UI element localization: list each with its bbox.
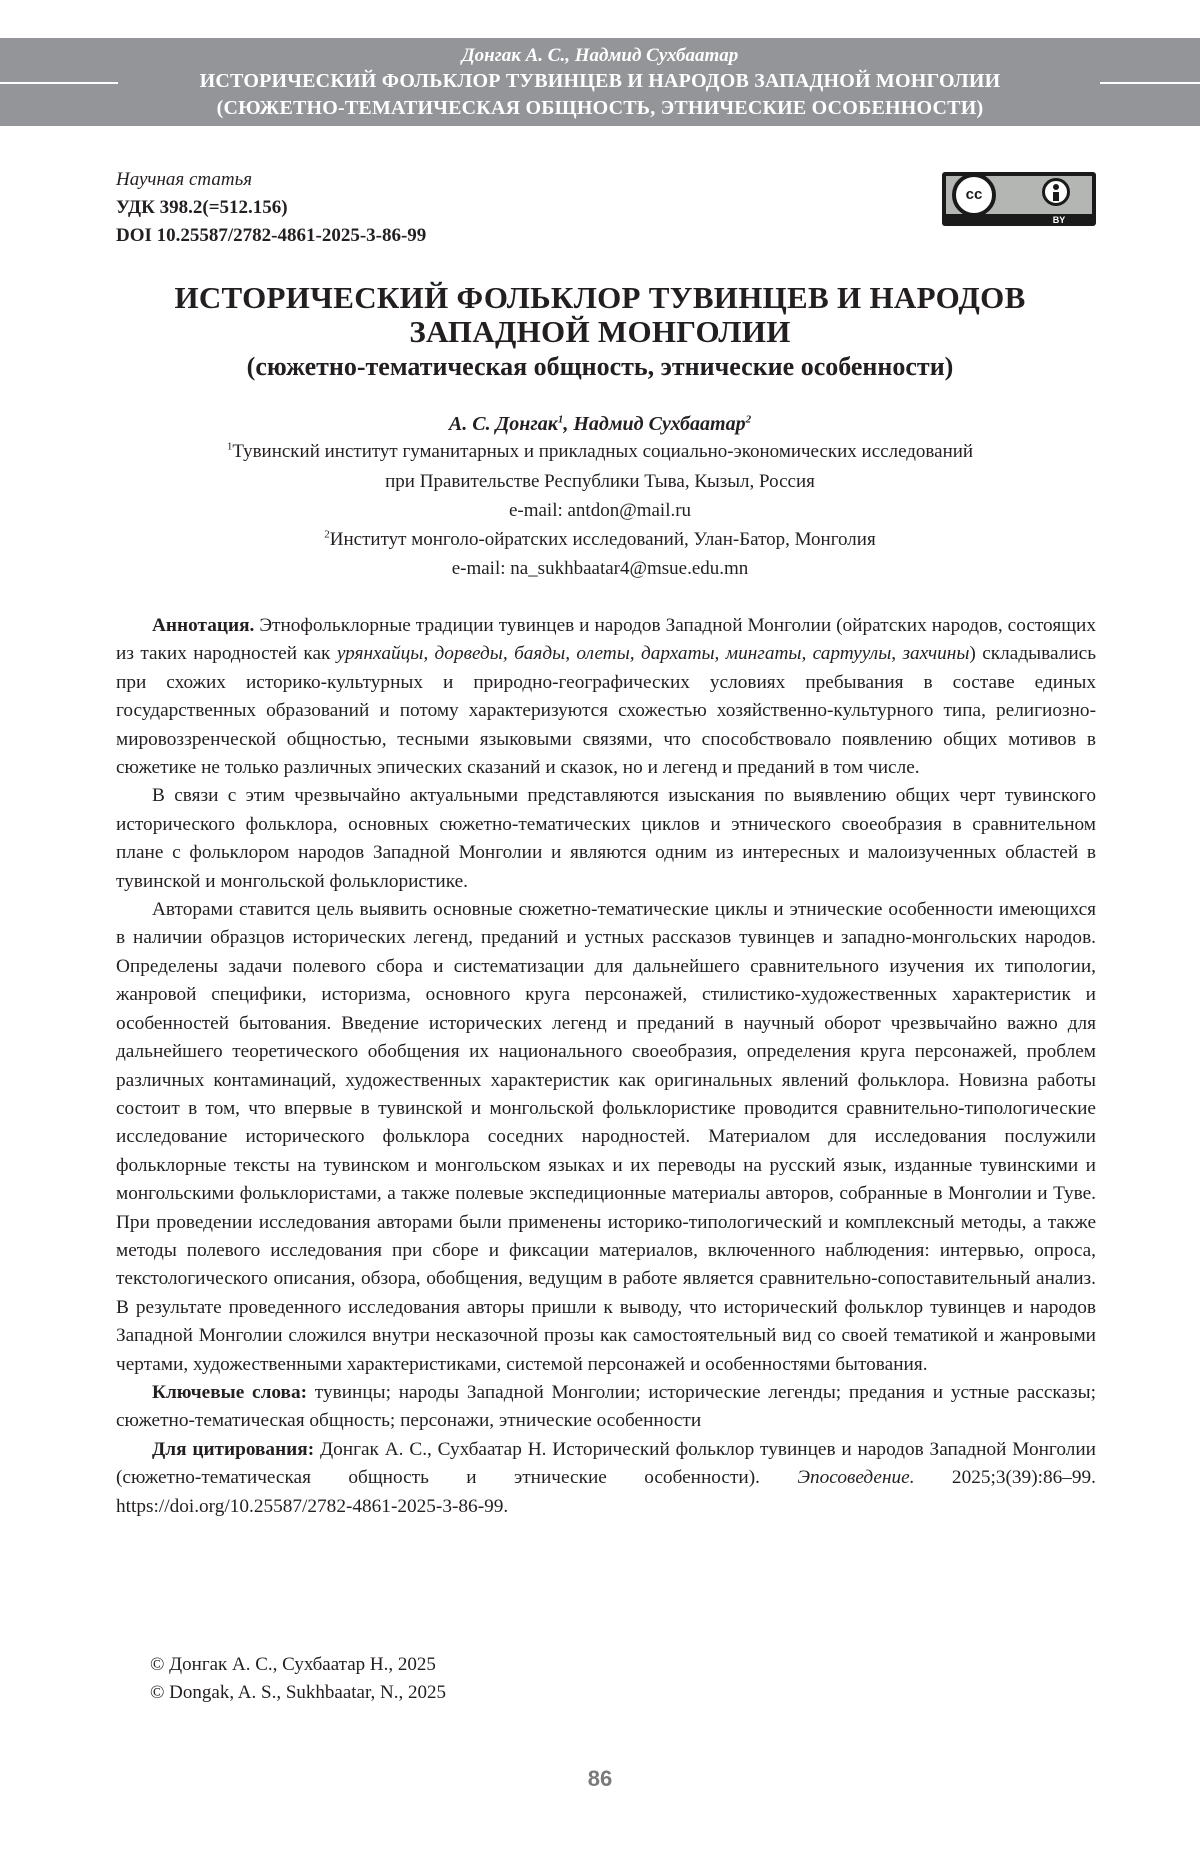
attribution-person-icon <box>1042 178 1070 206</box>
keywords-label: Ключевые слова: <box>152 1381 308 1403</box>
article-type: Научная статья <box>116 169 253 190</box>
abstract-paragraph-2: В связи с этим чрезвычайно актуальными представляются изыскания по выявлению общих черт тувинского исторического фольклора, основных сюжетно-тематических циклов и этнического своеобразия в сравнительном плане с фольклором народов Западной Монголии и являются одним из интересных и малоизученных областей в тувинской и монгольской фольклористике. <box>116 785 1096 892</box>
abstract-paragraph-3: Авторами ставится цель выявить основные сюжетно-тематические циклы и этнические особенности имеющихся в наличии образцов исторических легенд, преданий и устных рассказов тувинцев и западно-монгольских народов. Определены задачи полевого сбора и систематизации для дальнейшего сравнительного изучения их типологии, жанровой специфики, историзма, основного круга персонажей, стилистико-художественных характеристик и особенностей бытования. Введение исторических легенд и преданий в научный оборот чрезвычайно важно для дальнейшего теоретического обобщения их национального своеобразия, определения круга персонажей, проблем различных контаминаций, художественных характеристик как оригинальных явлений фольклора. Новизна работы состоит в том, что впервые в тувинской и монгольской фольклористике проводится сравнительно-типологические исследование исторического фольклора соседних народностей. Материалом для исследования послужили фольклорные тексты на тувинском и монгольском языках и их переводы на русский язык, изданные тувинскими и монгольскими фольклористами, а также полевые экспедиционные материалы авторов, собранные в Монголии и Туве. При проведении исследования авторами были применены историко-типологический и комплексный методы, а также методы полевого исследования при сборе и фиксации материалов, включенного наблюдения: интервью, опроса, текстологического описания, обзора, обобщения, ведущим в работе является сравнительно-сопоставительный анализ. В результате проведенного исследования авторы пришли к выводу, что исторический фольклор тувинцев и народов Западной Монголии сложился внутри несказочной прозы как самостоятельный вид со своей тематикой и жанровыми чертами, художественными характеристиками, системой персонажей и особенностями бытования. <box>116 899 1096 1375</box>
affiliation-2-mark: 2 <box>324 528 330 541</box>
authors <box>0 411 1200 437</box>
person-head <box>1053 184 1059 190</box>
copyright-ru: © Донгак А. С., Сухбаатар Н., 2025 <box>150 1654 436 1675</box>
affiliation-1-mark: 1 <box>226 440 233 453</box>
affiliation-1-name: Тувинский институт гуманитарных и прикладных социально-экономических исследований <box>232 441 974 462</box>
author-1-name: А. С. Донгак <box>448 413 558 435</box>
article-title-line-2: ЗАПАДНОЙ МОНГОЛИИ <box>409 314 791 349</box>
author-2-affil-mark: 2 <box>745 413 752 426</box>
abstract-ethnonyms: урянхайцы, дорведы, баяды, олеты, дархаты, мингаты, сартуулы, захчины <box>336 643 970 665</box>
author-1-affil-mark: 1 <box>557 413 564 426</box>
citation-journal: Эпосоведение. <box>797 1467 915 1489</box>
abstract-p1-start: Этнофольклорные традиции тувинцев и народов Западной Монголии (ойратских народов, состоящих из таких народностей как <box>116 615 1096 665</box>
doi: DOI 10.25587/2782-4861-2025-3-86-99 <box>116 225 427 246</box>
running-header <box>0 38 1200 126</box>
person-body <box>1053 192 1059 201</box>
copyright-block <box>150 1651 446 1707</box>
keywords <box>116 1379 1096 1436</box>
running-header-title: ИСТОРИЧЕСКИЙ ФОЛЬКЛОР ТУВИНЦЕВ И НАРОДОВ ЗАПАДНОЙ МОНГОЛИИ <box>199 70 1001 92</box>
author-separator: , <box>563 413 574 435</box>
abstract-section <box>116 612 1096 1521</box>
citation-label: Для цитирования: <box>152 1438 315 1460</box>
author-2-name: Надмид Сухбаатар <box>573 413 746 435</box>
affiliation-2-email: e-mail: na_sukhbaatar4@msue.edu.mn <box>451 558 749 579</box>
article-title-line-1: ИСТОРИЧЕСКИЙ ФОЛЬКЛОР ТУВИНЦЕВ И НАРОДОВ <box>174 280 1026 315</box>
affiliation-2-line-1 <box>0 528 1200 552</box>
udc-code: УДК 398.2(=512.156) <box>116 197 288 218</box>
abstract-p1-end: ) складывались при схожих историко-культурных и природно-географических условиях пребывания в составе единых государственных образований и потому характеризуются схожестью хозяйственно-культурного типа, религиозно-мировоззренческой общностью, тесными языковыми связями, что способствовало появлению общих мотивов в сюжетике не только различных эпических сказаний и сказок, но и легенд и преданий в том числе. <box>116 643 1096 779</box>
affiliation-2-name: Институт монголо-ойратских исследований, Улан-Батор, Монголия <box>329 529 876 550</box>
affiliation-1-line-1 <box>0 440 1200 464</box>
citation <box>116 1436 1096 1521</box>
article-meta <box>116 166 426 250</box>
affiliation-1-email: e-mail: antdon@mail.ru <box>508 500 692 521</box>
citation-text: Донгак А. С., Сухбаатар Н. Исторический фольклор тувинцев и народов Западной Монголии (сюжетно-тематическая общность и этнические особенности). <box>116 1438 1096 1489</box>
abstract-paragraph-1 <box>116 612 1096 782</box>
running-header-subtitle: (СЮЖЕТНО-ТЕМАТИЧЕСКАЯ ОБЩНОСТЬ, ЭТНИЧЕСКИЕ ОСОБЕННОСТИ) <box>216 97 984 119</box>
running-header-authors: Донгак А. С., Надмид Сухбаатар <box>461 45 739 66</box>
page-number: 86 <box>587 1766 613 1791</box>
copyright-en: © Dongak, A. S., Sukhbaatar, N., 2025 <box>150 1682 447 1703</box>
affiliation-1-line-2: при Правительстве Республики Тыва, Кызыл, Россия <box>385 471 815 492</box>
keywords-text: тувинцы; народы Западной Монголии; исторические легенды; предания и устные рассказы; сюжетно-тематическая общность; персонажи, этнические особенности <box>116 1381 1096 1432</box>
cc-circle-icon: cc <box>952 173 996 217</box>
article-subtitle: (сюжетно-тематическая общность, этнические особенности) <box>246 352 954 381</box>
citation-details: 2025;3(39):86–99. https://doi.org/10.25587/2782-4861-2025-3-86-99. <box>116 1467 1096 1517</box>
cc-by-icon <box>942 172 1096 226</box>
by-label: BY <box>1052 215 1066 225</box>
abstract-label: Аннотация. <box>152 615 255 636</box>
